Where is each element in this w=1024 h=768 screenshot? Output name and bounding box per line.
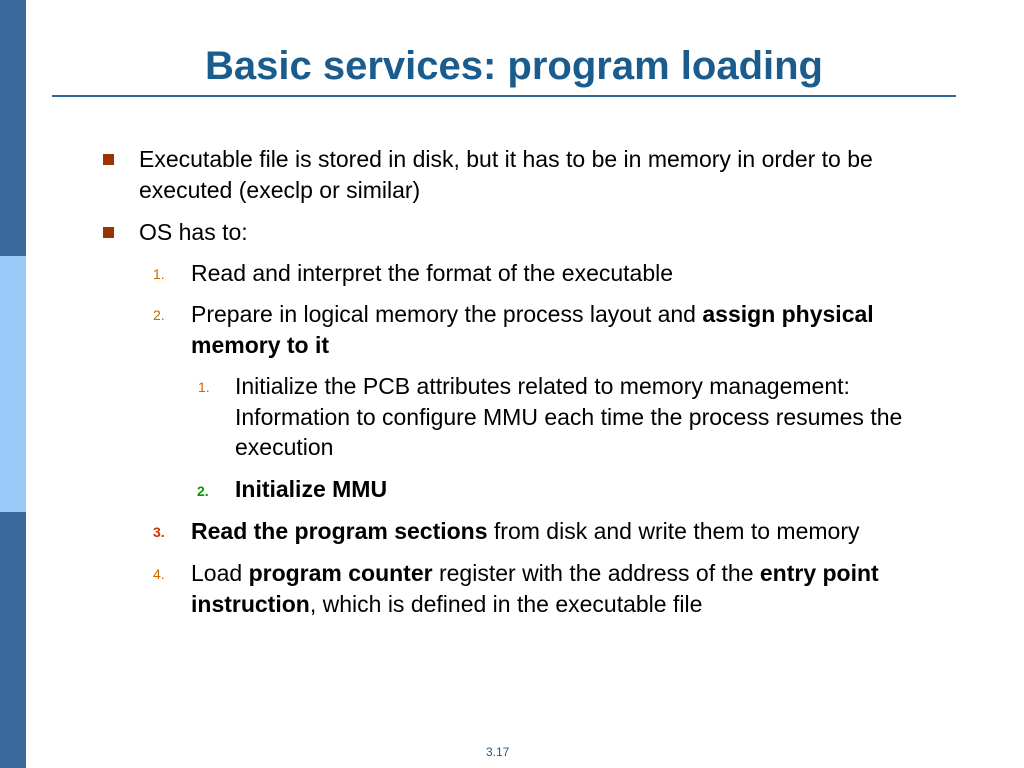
bullet-marker [103, 154, 114, 165]
step-4-text-a: Load [191, 560, 249, 586]
substep-1-line-2: Information to configure MMU each time the process resumes the [235, 404, 903, 430]
bullet-1-line-2: executed (execlp or similar) [139, 177, 421, 203]
step-2-line-1 [191, 299, 874, 330]
step-1-text: Read and interpret the format of the executable [191, 260, 674, 286]
step-2-text: Prepare in logical memory the process layout and [191, 301, 703, 327]
step-4-bold-a: program counter [248, 560, 433, 586]
step-4-bold-c: instruction [191, 591, 310, 617]
substep-2-line [235, 474, 387, 505]
title-underline [52, 95, 956, 97]
slide-title: Basic services: program loading [204, 44, 823, 88]
step-2-number: 2. [153, 307, 165, 323]
bullet-marker [103, 227, 114, 238]
substep-2-bold-text: Initialize MMU [235, 476, 388, 502]
slide-page-number: 3.17 [486, 745, 510, 759]
bullet-2-line-1: OS has to: [139, 219, 248, 245]
bullet-1-line-1: Executable file is stored in disk, but it has to be in memory in order to be [139, 146, 873, 172]
step-4-line-2 [191, 589, 702, 620]
step-4-bold-b: entry point [759, 560, 879, 586]
side-bar-top-segment [0, 0, 26, 256]
side-bar [0, 0, 26, 768]
step-4-text-b: register with the address of the [432, 560, 760, 586]
step-4-number: 4. [153, 566, 165, 582]
step-3-text: from disk and write them to memory [487, 518, 860, 544]
step-1-number: 1. [153, 266, 165, 282]
side-bar-middle-segment [0, 256, 26, 512]
step-3-bold-text: Read the program sections [191, 518, 488, 544]
step-2-bold-text: assign physical [702, 301, 874, 327]
step-3-line [191, 516, 859, 547]
substep-2-number: 2. [197, 483, 209, 499]
step-3-number: 3. [153, 524, 165, 540]
substep-1-line-1: Initialize the PCB attributes related to memory management: [235, 373, 850, 399]
step-4-text-c: , which is defined in the executable file [309, 591, 703, 617]
step-2-bold-text-2: memory to it [191, 332, 330, 358]
substep-1-line-3: execution [235, 434, 334, 460]
step-2-line-2 [191, 330, 329, 361]
step-4-line-1 [191, 558, 879, 589]
side-bar-bottom-segment [0, 512, 26, 768]
substep-1-number: 1. [198, 379, 210, 395]
